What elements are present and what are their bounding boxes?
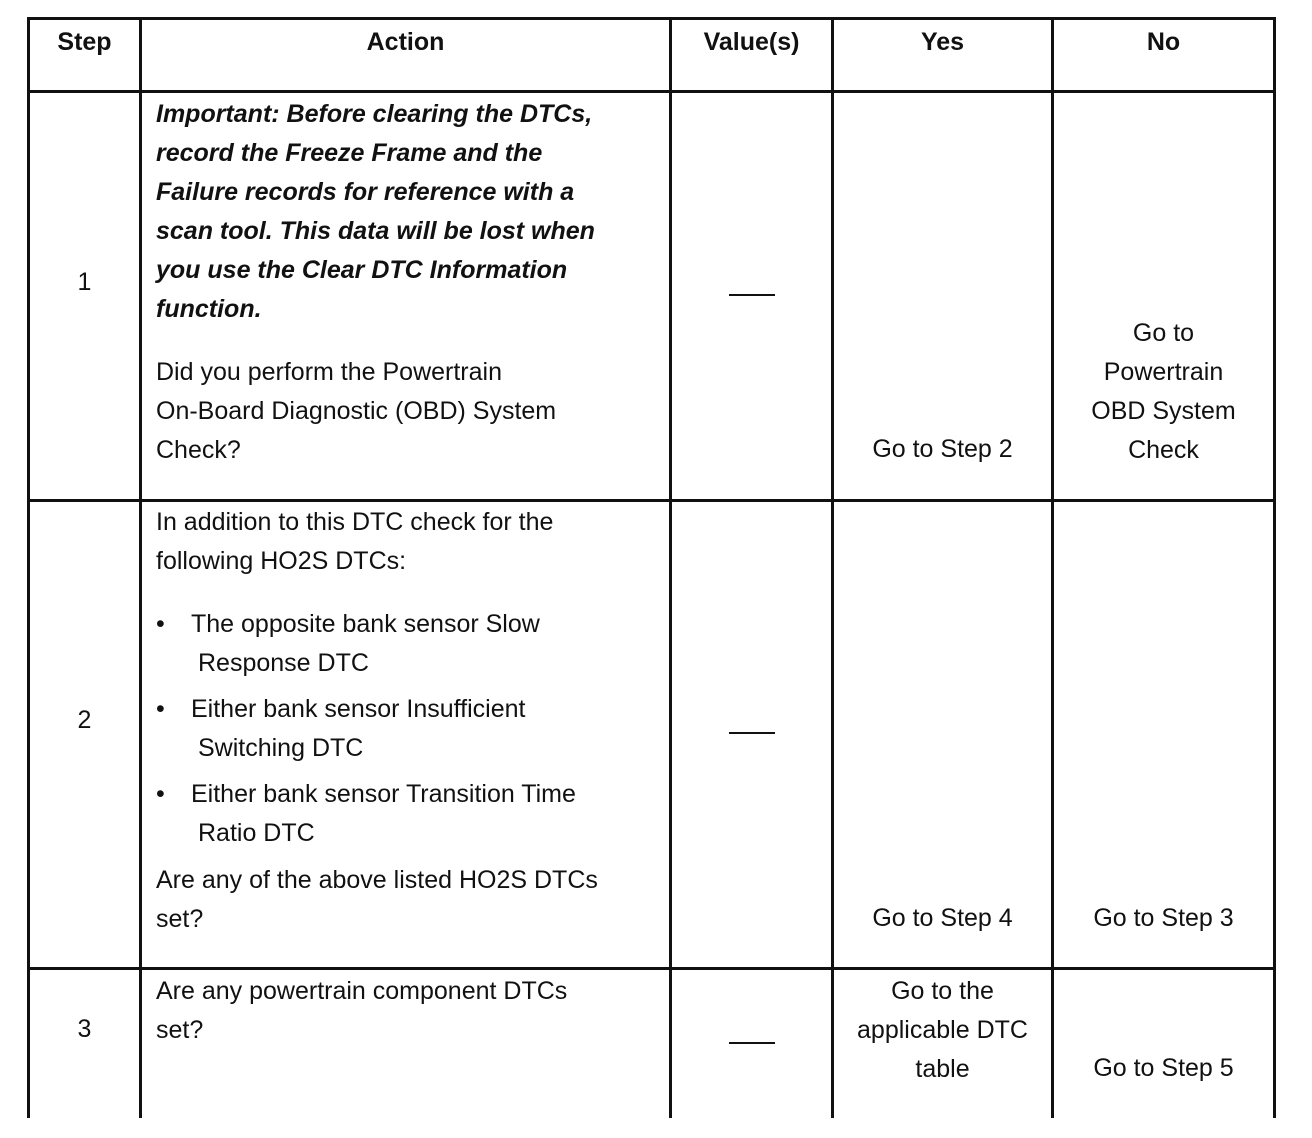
row1-value-dash	[729, 294, 775, 296]
row2-step: 2	[77, 706, 92, 734]
text-line: Check	[1128, 436, 1199, 464]
text-line: scan tool. This data will be lost when	[156, 217, 595, 245]
header-no: No	[1146, 28, 1181, 56]
text-line: Failure records for reference with a	[156, 178, 575, 206]
text-line: OBD System	[1091, 397, 1236, 425]
text-line: In addition to this DTC check for the	[156, 508, 554, 536]
col-border-left	[27, 17, 30, 1118]
text-line: set?	[156, 1016, 204, 1044]
table-top-border	[27, 17, 1276, 20]
row3-action	[156, 972, 666, 1050]
col-border-action-values	[669, 17, 672, 1118]
text-line: set?	[156, 905, 204, 933]
header-step: Step	[57, 28, 112, 56]
text-line: Important: Before clearing the DTCs,	[156, 100, 593, 128]
bullet-text: The opposite bank sensor Slow	[191, 610, 540, 638]
row1-question	[156, 353, 666, 470]
row3-yes	[834, 972, 1051, 1089]
text-line: On-Board Diagnostic (OBD) System	[156, 397, 557, 425]
header-action: Action	[366, 28, 445, 56]
row1-important-note	[156, 95, 666, 329]
text-line: Go to	[1132, 319, 1195, 347]
row2-intro	[156, 503, 666, 581]
bullet-icon: •	[156, 780, 165, 808]
bullet-text: Either bank sensor Transition Time	[191, 780, 576, 808]
row2-bottom-border	[27, 967, 1276, 970]
text-line: Are any powertrain component DTCs	[156, 977, 568, 1005]
text-line: record the Freeze Frame and the	[156, 139, 543, 167]
row2-yes: Go to Step 4	[872, 904, 1013, 932]
header-values: Value(s)	[703, 28, 800, 56]
text-line: table	[915, 1055, 970, 1083]
row1-step: 1	[77, 268, 92, 296]
row2-question	[156, 861, 666, 939]
text-line: Go to the	[891, 977, 994, 1005]
row1-action	[156, 95, 666, 470]
bullet-icon: •	[156, 695, 165, 723]
col-border-values-yes	[831, 17, 834, 1118]
bullet-icon: •	[156, 610, 165, 638]
text-line: function.	[156, 295, 262, 323]
text-line: Did you perform the Powertrain	[156, 358, 502, 386]
bullet-text: Switching DTC	[198, 734, 364, 762]
row3-no: Go to Step 5	[1093, 1054, 1234, 1082]
bullet-text: Response DTC	[198, 649, 369, 677]
bullet-text: Ratio DTC	[198, 819, 315, 847]
text-line: Are any of the above listed HO2S DTCs	[156, 866, 598, 894]
row2-action	[156, 503, 666, 939]
text-line: Check?	[156, 436, 241, 464]
bullet-text: Either bank sensor Insufficient	[191, 695, 526, 723]
row1-yes: Go to Step 2	[872, 435, 1013, 463]
row3-step: 3	[77, 1015, 92, 1043]
bullet-item	[156, 605, 666, 683]
col-border-yes-no	[1051, 17, 1054, 1118]
header-bottom-border	[27, 90, 1276, 93]
text-line: following HO2S DTCs:	[156, 547, 407, 575]
col-border-step-action	[139, 17, 142, 1118]
text-line: Powertrain	[1103, 358, 1224, 386]
row1-no	[1054, 314, 1273, 470]
col-border-right	[1273, 17, 1276, 1118]
row1-bottom-border	[27, 499, 1276, 502]
bullet-item	[156, 775, 666, 853]
row2-no: Go to Step 3	[1093, 904, 1234, 932]
row2-value-dash	[729, 732, 775, 734]
row3-value-dash	[729, 1042, 775, 1044]
text-line: you use the Clear DTC Information	[156, 256, 568, 284]
text-line: applicable DTC	[857, 1016, 1028, 1044]
header-yes: Yes	[920, 28, 965, 56]
bullet-item	[156, 690, 666, 768]
